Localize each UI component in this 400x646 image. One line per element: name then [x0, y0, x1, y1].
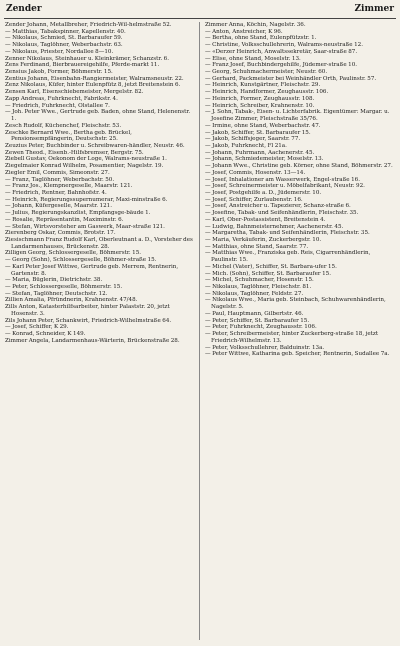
directory-entry: — Jakob, Schiffer, St. Barbaraufer 15.: [205, 129, 311, 136]
directory-entry: — Johann, Schmiedemeister, Moselstr. 13.: [205, 156, 324, 163]
column-divider: [199, 22, 200, 640]
directory-entry: Zils Johann Peter, Schankwirt, Friedrich-Wilhelmstraße 64.: [5, 317, 172, 324]
directory-entry: Zewen Theod., Eisenb.-Hilfsbremser, Bergstr. 75.: [5, 149, 144, 156]
directory-entry: — Jakob, Schiffsjeger, Saarstr. 77.: [205, 136, 301, 143]
directory-entry: Zimmer Anna, Köchin, Nagelstr. 36.: [205, 22, 306, 28]
directory-entry: — Georg, Schuhmachermeister, Neustr. 60.: [205, 69, 328, 76]
directory-entry: — Irmine, ohne Stand, Weberbachstr. 47.: [205, 122, 321, 129]
directory-entry: — Peter Wittwe, Katharina geb. Speicher, Rentnerin, Sudallee 7a.: [205, 351, 390, 358]
directory-entry: — Johann, Fuhrmann, Aachenerstr. 45.: [205, 149, 315, 156]
directory-entry: — Peter, Schreibermeister, hinter Zuckerberg-straße 18, jetzt Friedrich-Wilhelmstr. 13.: [205, 331, 379, 344]
header-rule: [4, 18, 396, 19]
directory-entry: — Franz, Taglöhner, Weberbachstr. 50.: [5, 176, 115, 183]
directory-entry: — Josefine, Tabak- und Seifenhändlerin, Fleischstr. 35.: [205, 210, 359, 217]
directory-entry: — Joh. Peter Wwe., Gertrude geb. Baden, ohne Stand, Helenenstr. 1.: [5, 109, 191, 123]
directory-entry: — Mich. (Sohn), Schiffer, St. Barbaraufer 15.: [205, 270, 331, 277]
left-column: [5, 22, 195, 642]
directory-entry: — Josef, Schreinermeister u. Möbelfabrikant, Neustr. 92.: [205, 183, 365, 190]
directory-entry: — Heinrich, Schreiber, Krahnenstr. 10.: [205, 102, 315, 109]
directory-entry: — Johann Wwe., Christine geb. Körner, ohne Stand, Böhmerstr. 27.: [205, 163, 393, 170]
directory-entry: — Jakob, Fuhrknecht, Fl 21a.: [205, 142, 287, 149]
directory-entry: Zillien Amalia, Pfründnerin, Krahnenstr. 47/48.: [5, 297, 138, 304]
directory-entry: — Matthias, Tabakspinner, Kapellenstr. 40.: [5, 28, 126, 35]
directory-entry: — Maria, Verkäuferin, Zuckerbergstr. 10.: [205, 237, 322, 243]
page-header: [6, 4, 394, 18]
directory-entry: Zentius Johann, Eisenbahn-Rangiermeister, Walramsneustr. 22.: [5, 75, 184, 82]
header-right-keyword: Zimmer: [354, 4, 394, 14]
directory-entry: — Heinrich, Kunstgärtner, Fleischstr. 29.: [205, 82, 321, 89]
directory-entry: — Nikolaus, Taglöhner, Weberbachstr. 63.: [5, 42, 123, 49]
directory-entry: — Christine, Volksschullehrerin, Walrams-neustraße 12.: [205, 42, 363, 49]
directory-entry: — Bertha, ohne Stand, Eulenpfützstr. 1.: [205, 35, 317, 42]
directory-entry: — Franz Josef, Buchbindergehilfe, Jüdemer-straße 10.: [205, 62, 358, 69]
directory-entry: — Maria, Büglerin, Dietrichstr. 38.: [5, 277, 103, 284]
directory-entry: — Georg (Sohn), Schlossergeselle, Böhmer-straße 15.: [5, 257, 157, 264]
directory-entry: — Ludwig, Bahnmeisternehmer, Aachenerstr. 45.: [205, 223, 344, 230]
directory-entry: Ziegler Emil, Commis, Simeonstr. 27.: [5, 169, 110, 176]
directory-entry: — Josef, Schiffer, K 29.: [5, 324, 69, 331]
directory-entry: — Elise, ohne Stand, Moselstr. 13.: [205, 55, 301, 62]
directory-entry: Zens Ferdinand, Bierbrauereigehilfe, Pferde-markt 11.: [5, 62, 160, 69]
directory-entry: Zilligen Georg, Schlossergeselle, Böhmerstr. 15.: [5, 250, 142, 257]
directory-entry: Ziebell Gustav, Oekonom der Loge, Walrams-neustraße 1.: [5, 156, 167, 163]
directory-entry: Zeuzius Peter, Buchbinder u. Schreibwaren-händler, Neustr. 46.: [5, 142, 185, 149]
directory-entry: — Franz Jos., Klempnergeselle, Maarstr. 121.: [5, 183, 133, 190]
directory-entry: — Nikolaus, Priester, Nordallee 8—10.: [5, 48, 114, 55]
directory-entry: Zensius Jakob, Former, Böhmerstr. 15.: [5, 69, 113, 76]
directory-entry: — Matthias Wwe., Franziska geb. Reis, Cigarrenhändlerin, Paulinstr. 15.: [205, 250, 371, 264]
directory-entry: — Josef, Postgehilfe a. D., Jüdemerstr. 10.: [205, 189, 322, 196]
directory-entry: Zenz Nikolaus, Küfer, hinter Eulenpfütz 8, jetzt Breitenstein 6.: [5, 82, 181, 89]
directory-entry: — Peter, Volksschullehrer, Balduinstr. 13a.: [205, 344, 325, 351]
directory-entry: — Peter, Schiffer, St. Barbaraufer 15.: [205, 317, 310, 324]
directory-entry: — Michel, Schuhmacher, Hosenstr. 15.: [205, 277, 314, 284]
directory-entry: — Anton, Anstreicher, K 96.: [205, 28, 283, 35]
directory-entry: — Nikolaus, Taglöhner, Fleischstr. 81.: [205, 284, 312, 291]
directory-entry: — «Derzer Heinrich, Anwaltssekretär, Saar-straße 87.: [205, 48, 358, 55]
directory-entry: Ziesischmann Franz Rudolf Karl, Oberleutnant a. D., Vorsteher des Landarmenhauses, Brückenstr. 28.: [5, 237, 193, 250]
directory-entry: — Konrad, Schneider, K 149.: [5, 331, 86, 338]
right-column: [205, 22, 395, 642]
directory-entry: — Johann, Küfergeselle, Maarstr. 121.: [5, 203, 112, 210]
directory-entry: Zesch Rudolf, Küchenchef, Fleischstr. 53.: [5, 122, 122, 129]
directory-entry: — Friedrich, Rentner, Bahnhofstr. 4.: [5, 189, 107, 196]
directory-entry: — Karl Peter Josef Wittwe, Gertrude geb. Merrem, Rentnerin, Gartenstr. 8.: [5, 263, 179, 277]
directory-entry: — Julius, Regierungskanzlist, Empfangsge-bäude 1.: [5, 210, 151, 217]
directory-entry: — Nikolaus, Schmied, St. Barbaraufer 59.: [5, 35, 123, 42]
directory-entry: — Heinrich, Handformer, Zeughausstr. 106.: [205, 89, 329, 96]
directory-entry: — Stefan, Wirtsvorsteher am Gaswerk, Maar-straße 121.: [5, 223, 165, 230]
directory-entry: Zapp Andreas, Fuhrknecht, Fabrikstr. 4.: [5, 95, 118, 102]
directory-entry: — Nikolaus, Taglöhner, Feldstr. 27.: [205, 290, 304, 297]
directory-entry: — Josef, Schiffer, Zurlaubenstr. 16.: [205, 196, 303, 203]
directory-entry: — Stefan, Taglöhner, Deutschstr. 12.: [5, 290, 108, 297]
directory-entry: — Matthias, ohne Stand, Saarstr. 77.: [205, 243, 309, 250]
directory-entry: Zills Anton, Katasterhilfsarbeiter, hinter Palaststr. 20, jetzt Hosenstr. 3.: [5, 304, 170, 317]
directory-entry: — Josef, Inhalationer am Wasserwerk, Engel-straße 16.: [205, 176, 360, 183]
directory-entry: Zenner Nikolaus, Steinhauer u. Kleinkrämer, Schanzstr. 6.: [5, 55, 170, 62]
directory-entry: Zimmer Angela, Landarmenhaus-Wärterin, Brückenstraße 28.: [5, 337, 180, 344]
directory-entry: — Gerhard, Packmeister bei Weinhändler Orth, Paulinstr. 57.: [205, 75, 377, 82]
directory-entry: — J. Sohn, Tabak-, Eisen- u. Lichterfabrik. Eigentümer: Margar. u. Josefine Zimmer, Fleischstraße 35/76.: [205, 109, 390, 123]
directory-entry: Zeschke Bernard Wwe., Bertha geb. Brückel, Pensionsempfängerin, Deutschstr. 25.: [5, 129, 132, 143]
directory-entry: — Josef, Commis, Hosenstr. 13—14.: [205, 169, 306, 176]
directory-entry: — Peter, Fuhrknecht, Zeughausstr. 106.: [205, 324, 317, 331]
directory-entry: — Peter, Schlossergeselle, Böhmerstr. 15.: [5, 284, 123, 291]
directory-entry: — Heinrich, Former, Zeughausstr. 108.: [205, 95, 315, 102]
directory-entry: — Nikolaus Wwe., Maria geb. Steinbach, Schuhwarenhändlerin, Nagelstr. 5.: [205, 297, 386, 311]
directory-entry: — Karl, Ober-Postassistent, Breitenstein 4.: [205, 216, 326, 223]
directory-entry: — Friedrich, Fuhrknecht, Olstallee 7.: [5, 102, 110, 109]
directory-entry: Zierenberg Oskar, Commis, Brotstr. 17.: [5, 230, 116, 237]
directory-entry: — Margaretha, Tabak- und Seifenhändlerin, Fleischstr. 35.: [205, 230, 370, 237]
directory-entry: Ziegelmaier Konrad Wilhelm, Posamentier, Nagelstr. 19.: [5, 163, 164, 170]
directory-entry: Zensen Karl, Eisenschiebemeister, Mergelstr. 82.: [5, 89, 144, 96]
directory-entry: — Heinrich, Regierungssupernumerar, Maxi-minstraße 6.: [5, 196, 168, 203]
directory-entry: — Paul, Hauptmann, Gilbertstr. 46.: [205, 310, 304, 317]
header-left-keyword: Zender: [6, 4, 42, 14]
directory-entry: Zender Johann, Metallbreher, Friedrich-Wil-helmstraße 52.: [5, 22, 172, 28]
directory-entry: — Josef, Anstreicher u. Tapezierer, Schanz-straße 6.: [205, 203, 351, 210]
directory-entry: — Michel (Vater), Schiffer, St. Barbara-ufer 15.: [205, 263, 337, 270]
directory-entry: — Rosalie, Repräsentantin, Maximinstr. 6.: [5, 216, 124, 223]
